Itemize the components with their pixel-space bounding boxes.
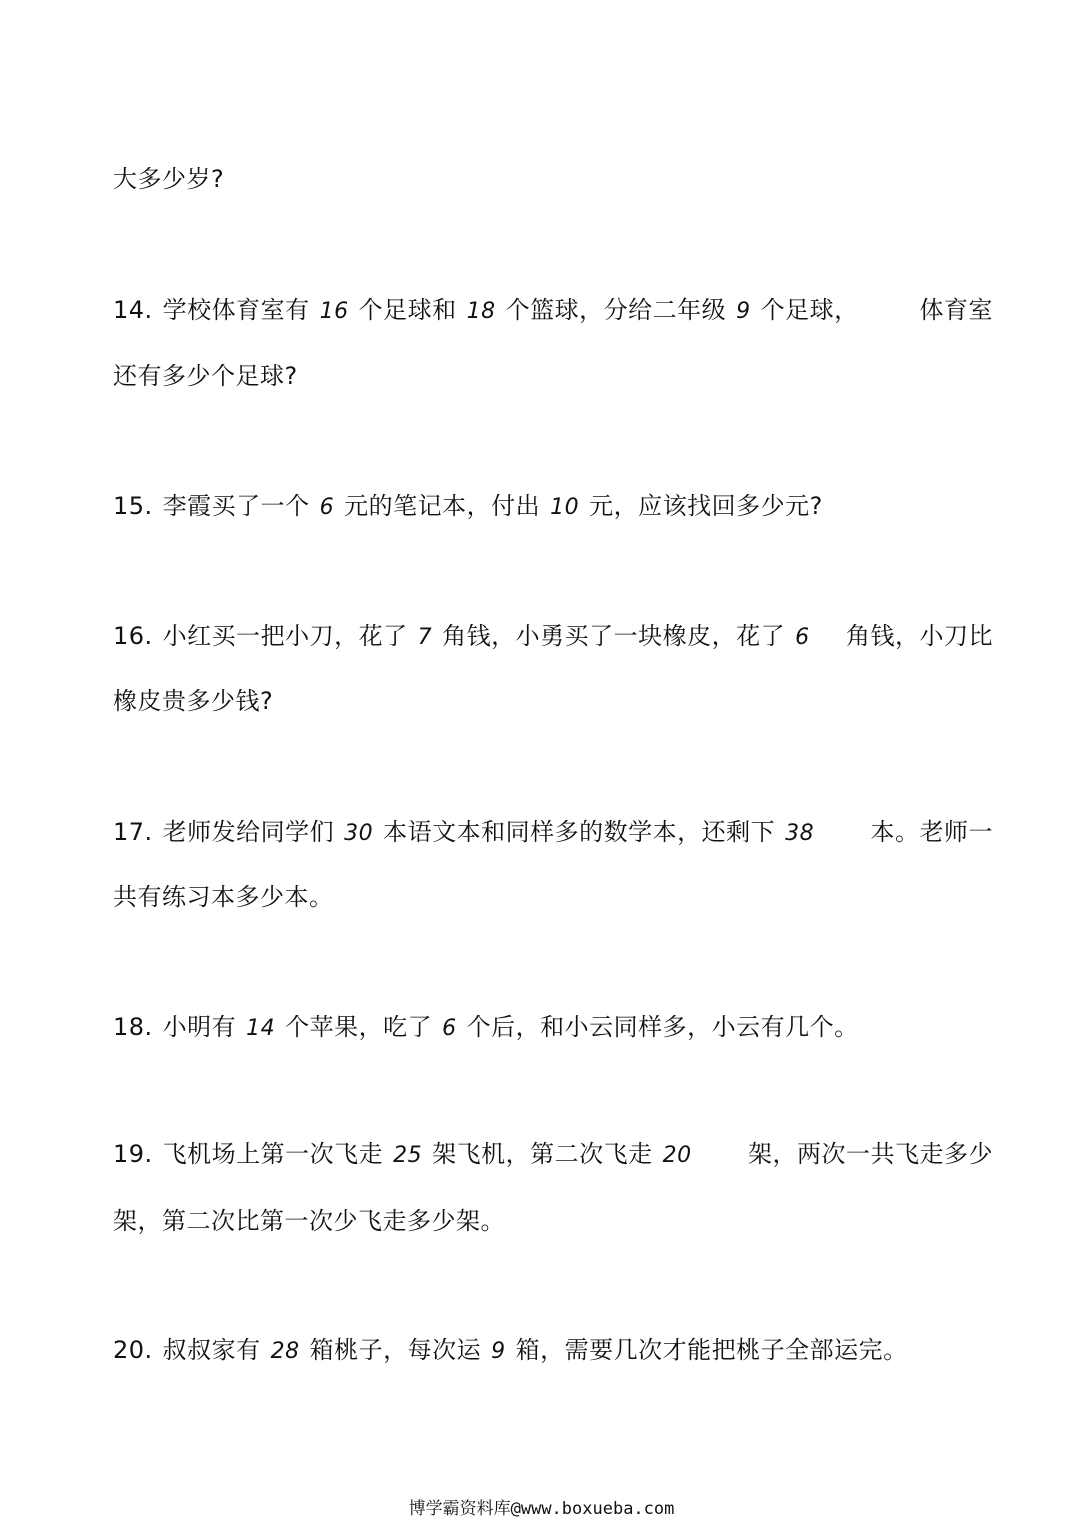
question-15-line-1: [113, 490, 993, 524]
q-text: 元的笔记本，付出: [344, 492, 541, 520]
q-number-value: 9: [736, 299, 751, 324]
q-text: 个足球，: [760, 296, 859, 324]
q-text: 共有练习本多少本。: [113, 883, 334, 911]
question-16-line-1: [113, 620, 993, 654]
q-number-value: 16: [319, 299, 349, 324]
q-number-value: 6: [319, 495, 335, 520]
q-text: 个后，和小云同样多，小云有几个。: [466, 1013, 859, 1041]
question-number: 19.: [113, 1140, 153, 1168]
q-text: 架，两次一共飞走多少: [748, 1140, 993, 1168]
q-number-value: 30: [344, 821, 374, 846]
q-number-value: 6: [795, 625, 810, 650]
question-16-line-2: [113, 685, 993, 717]
q-number-value: 25: [393, 1143, 423, 1168]
q-number-value: 10: [550, 495, 580, 520]
question-number: 17.: [113, 818, 153, 846]
question-number: 18.: [113, 1013, 153, 1041]
question-14-line-1: [113, 294, 993, 328]
q-number-value: 14: [246, 1016, 276, 1041]
question-number: 15.: [113, 492, 153, 520]
q-text: 还有多少个足球?: [113, 362, 298, 390]
question-20-line-1: [113, 1334, 993, 1368]
q-text: 架飞机，第二次飞走: [432, 1140, 653, 1168]
q-text: 元，应该找回多少元?: [589, 492, 823, 520]
question-number: 20.: [113, 1336, 153, 1364]
q-text: 角钱，小刀比: [846, 622, 993, 650]
question-17-line-2: [113, 881, 993, 913]
q-number-value: 18: [466, 299, 496, 324]
q-text: 架，第二次比第一次少飞走多少架。: [113, 1207, 505, 1235]
fragment-text: 大多少岁?: [113, 165, 225, 193]
q-number-value: 28: [270, 1339, 300, 1364]
fragment-line: [113, 163, 993, 195]
q-text: 飞机场上第一次飞走: [162, 1140, 384, 1168]
q-text: 个篮球，分给二年级: [505, 296, 727, 324]
q-text: 个苹果，吃了: [285, 1013, 433, 1041]
q-text: 箱桃子，每次运: [309, 1336, 482, 1364]
question-19-line-1: [113, 1138, 993, 1172]
q-number-value: 20: [662, 1143, 692, 1168]
q-text: 箱，需要几次才能把桃子全部运完。: [515, 1336, 908, 1364]
question-number: 16.: [113, 622, 153, 650]
question-14-line-2: [113, 360, 993, 392]
q-number-value: 7: [417, 625, 433, 650]
question-17-line-1: [113, 816, 993, 850]
q-text: 本。老师一: [870, 818, 993, 846]
q-text: 老师发给同学们: [162, 818, 335, 846]
q-text: 角钱，小勇买了一块橡皮，花了: [442, 622, 786, 650]
q-text: 小明有: [162, 1013, 237, 1041]
question-number: 14.: [113, 296, 153, 324]
q-text: 本语文本和同样多的数学本，还剩下: [383, 818, 776, 846]
q-text: 小红买一把小刀，花了: [162, 622, 408, 650]
q-text: 个足球和: [358, 296, 457, 324]
q-number-value: 9: [491, 1339, 506, 1364]
page-footer: 博学霸资料库@www.boxueba.com: [408, 1499, 675, 1519]
q-text: 橡皮贵多少钱?: [113, 687, 274, 715]
q-text: 叔叔家有: [162, 1336, 261, 1364]
q-text: 李霞买了一个: [162, 492, 310, 520]
question-19-line-2: [113, 1205, 993, 1237]
q-text: 学校体育室有: [162, 296, 310, 324]
q-text: 体育室: [919, 296, 993, 324]
q-number-value: 38: [785, 821, 815, 846]
question-18-line-1: [113, 1011, 993, 1045]
q-number-value: 6: [442, 1016, 457, 1041]
